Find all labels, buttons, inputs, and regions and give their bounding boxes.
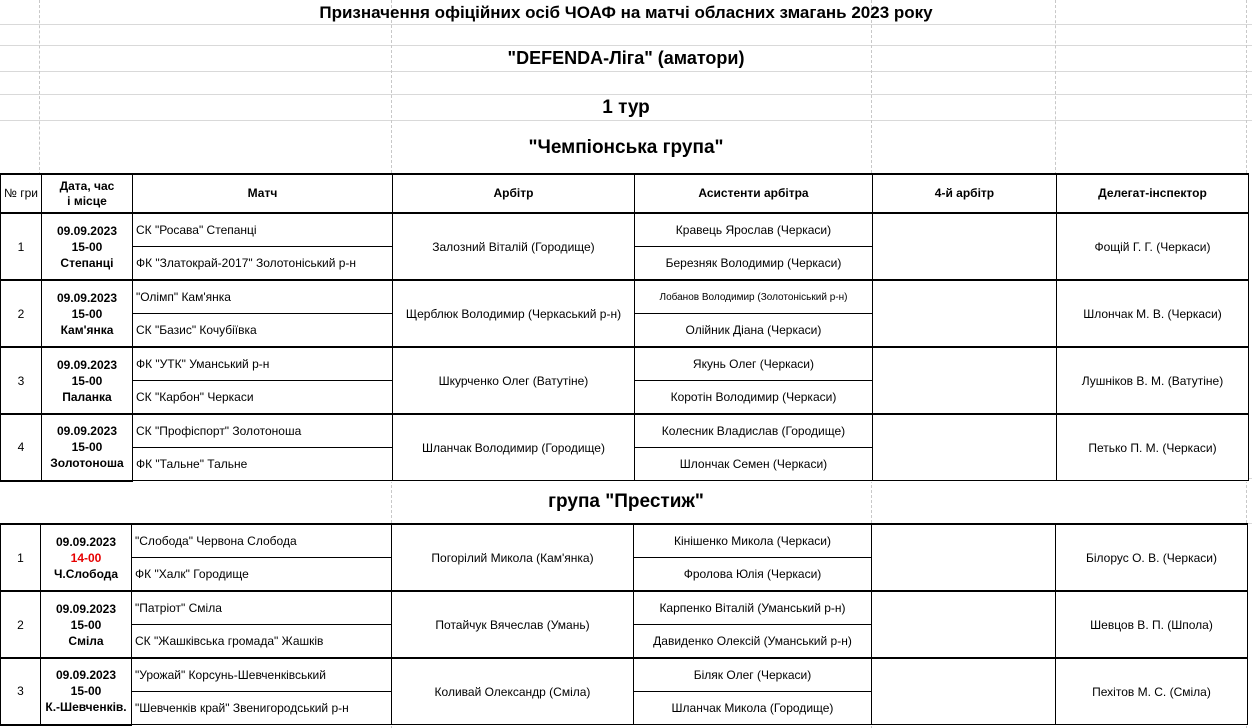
assistant-referee-1: Лобанов Володимир (Золотоніський р-н): [634, 280, 872, 314]
game-date: 09.09.2023: [56, 290, 117, 305]
league-title: "DEFENDA-Ліга" (аматори): [507, 48, 745, 68]
away-team: СК "Жашківська громада" Жашків: [132, 625, 392, 659]
delegate-inspector: Пехітов М. С. (Сміла): [1056, 658, 1248, 725]
fourth-referee: [872, 280, 1056, 347]
fourth-referee: [872, 524, 1056, 591]
home-team: "Патріот" Сміла: [132, 591, 392, 625]
game-number: 3: [1, 658, 41, 725]
fourth-referee: [872, 213, 1056, 280]
game-date-time-place: [41, 347, 132, 414]
assistant-referee-2: Олійник Діана (Черкаси): [634, 314, 872, 348]
away-team: "Шевченків край" Звенигородський р-н: [132, 692, 392, 725]
game-place: Степанці: [60, 255, 114, 270]
home-team: "Слобода" Червона Слобода: [132, 524, 392, 558]
home-team: СК "Профіспорт" Золотоноша: [132, 414, 392, 448]
round-title: 1 тур: [602, 97, 650, 118]
game-date-time-place: [41, 414, 132, 481]
referee: Залозний Віталій (Городище): [392, 213, 634, 280]
away-team: СК "Базис" Кочубіївка: [132, 314, 392, 348]
assistant-referee-1: Кінішенко Микола (Черкаси): [634, 524, 872, 558]
page-title: Призначення офіційних осіб ЧОАФ на матчі обласних змагань 2023 року: [319, 3, 933, 22]
home-team: "Урожай" Корсунь-Шевченківський: [132, 658, 392, 692]
header-referee: Арбітр: [392, 174, 634, 213]
game-number: 3: [1, 347, 42, 414]
away-team: ФК "Тальне" Тальне: [132, 448, 392, 481]
game-date: 09.09.2023: [55, 534, 117, 549]
assistant-referee-1: Колесник Владислав (Городище): [634, 414, 872, 448]
game-time: 15-00: [71, 239, 103, 254]
game-number: 4: [1, 414, 42, 481]
fourth-referee: [872, 591, 1056, 658]
assistant-referee-2: Коротін Володимир (Черкаси): [634, 381, 872, 415]
assistant-referee-2: Березняк Володимир (Черкаси): [634, 247, 872, 281]
game-date: 09.09.2023: [56, 223, 117, 238]
table-row: [1, 280, 1249, 314]
away-team: ФК "Халк" Городище: [132, 558, 392, 592]
schedule-table-champion: [0, 173, 1249, 482]
assistant-referee-2: Фролова Юлія (Черкаси): [634, 558, 872, 592]
table-row: [1, 414, 1249, 448]
game-place: К.-Шевченків.: [45, 700, 127, 715]
game-number: 1: [1, 524, 41, 591]
game-date-time-place: [41, 658, 132, 725]
group-title-prestige: група "Престиж": [548, 491, 704, 512]
fourth-referee: [872, 414, 1056, 481]
delegate-inspector: Петько П. М. (Черкаси): [1056, 414, 1248, 481]
game-number: 2: [1, 591, 41, 658]
group-title-champion: "Чемпіонська група": [528, 137, 724, 158]
game-time: 15-00: [70, 617, 102, 632]
assistant-referee-2: Давиденко Олексій (Уманський р-н): [634, 625, 872, 659]
table-row: [1, 524, 1248, 558]
game-number: 1: [1, 213, 42, 280]
assistant-referee-2: Шлончак Семен (Черкаси): [634, 448, 872, 481]
game-time: 15-00: [71, 440, 103, 455]
table-row: [1, 213, 1249, 247]
referee: Погорілий Микола (Кам'янка): [392, 524, 634, 591]
table-row: [1, 658, 1248, 692]
assistant-referee-1: Біляк Олег (Черкаси): [634, 658, 872, 692]
delegate-inspector: Фощій Г. Г. (Черкаси): [1056, 213, 1248, 280]
game-date: 09.09.2023: [55, 668, 117, 683]
fourth-referee: [872, 658, 1056, 725]
delegate-inspector: Шлончак М. В. (Черкаси): [1056, 280, 1248, 347]
home-team: "Олімп" Кам'янка: [132, 280, 392, 314]
home-team: СК "Росава" Степанці: [132, 213, 392, 247]
game-time: 15-00: [71, 373, 103, 388]
game-time: 15-00: [70, 684, 102, 699]
game-place: Сміла: [68, 633, 104, 648]
away-team: СК "Карбон" Черкаси: [132, 381, 392, 415]
game-place: Паланка: [62, 389, 112, 404]
delegate-inspector: Шевцов В. П. (Шпола): [1056, 591, 1248, 658]
table-row: [1, 591, 1248, 625]
home-team: ФК "УТК" Уманський р-н: [132, 347, 392, 381]
game-date-time-place: [41, 524, 132, 591]
header-num: № гри: [1, 174, 42, 213]
game-place: Золотоноша: [50, 456, 124, 471]
game-date: 09.09.2023: [56, 424, 117, 439]
table-row: [1, 347, 1249, 381]
game-date-time-place: [41, 280, 132, 347]
assistant-referee-1: Карпенко Віталій (Уманський р-н): [634, 591, 872, 625]
header-assistants: Асистенти арбітра: [634, 174, 872, 213]
delegate-inspector: Білорус О. В. (Черкаси): [1056, 524, 1248, 591]
header-match: Матч: [132, 174, 392, 213]
referee: Щерблюк Володимир (Черкаський р-н): [392, 280, 634, 347]
game-time: 14-00: [70, 550, 102, 565]
assistant-referee-1: Кравець Ярослав (Черкаси): [634, 213, 872, 247]
header-fourth: 4-й арбітр: [872, 174, 1056, 213]
game-place: Кам'янка: [60, 322, 114, 337]
game-date-time-place: [41, 213, 132, 280]
referee: Потайчук Вячеслав (Умань): [392, 591, 634, 658]
game-place: Ч.Слобода: [53, 566, 119, 581]
assistant-referee-2: Шланчак Микола (Городище): [634, 692, 872, 725]
game-time: 15-00: [71, 306, 103, 321]
header-date: Дата, час і місце: [41, 174, 132, 213]
fourth-referee: [872, 347, 1056, 414]
game-date: 09.09.2023: [56, 357, 117, 372]
table-header-row: [1, 174, 1249, 213]
game-number: 2: [1, 280, 42, 347]
assistant-referee-1: Якунь Олег (Черкаси): [634, 347, 872, 381]
delegate-inspector: Лушніков В. М. (Ватутіне): [1056, 347, 1248, 414]
schedule-table-prestige: [0, 523, 1248, 726]
game-date: 09.09.2023: [55, 601, 117, 616]
referee: Коливай Олександр (Сміла): [392, 658, 634, 725]
referee: Шкурченко Олег (Ватутіне): [392, 347, 634, 414]
header-delegate: Делегат-інспектор: [1056, 174, 1248, 213]
game-date-time-place: [41, 591, 132, 658]
referee: Шланчак Володимир (Городище): [392, 414, 634, 481]
away-team: ФК "Златокрай-2017" Золотоніський р-н: [132, 247, 392, 281]
